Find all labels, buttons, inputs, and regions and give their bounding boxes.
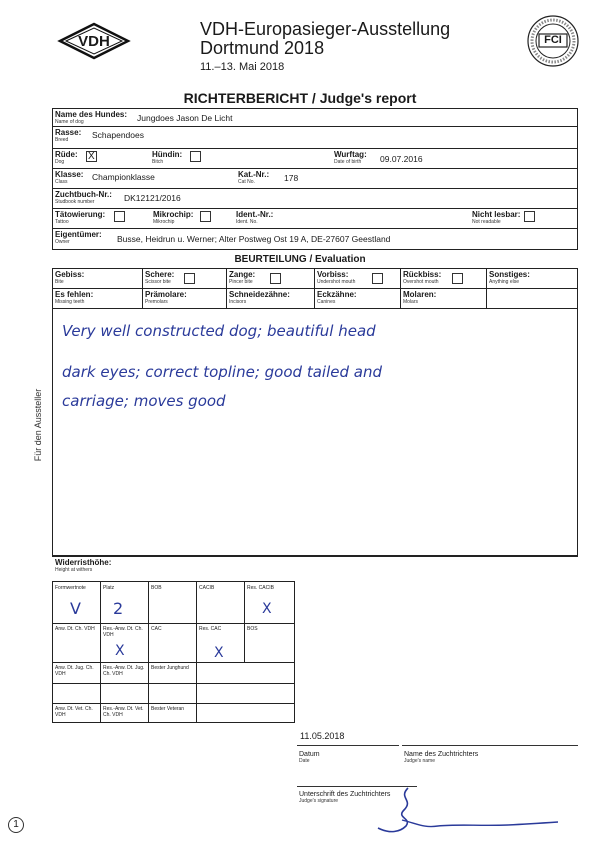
cat-no-value: 178 xyxy=(284,173,299,183)
female-label: Hündin: Bitch xyxy=(152,150,183,165)
handwritten-line-3: carriage; moves good xyxy=(62,392,226,410)
tattoo-checkbox[interactable] xyxy=(114,211,125,222)
class-value: Championklasse xyxy=(92,172,155,182)
unreadable-label: Nicht lesbar: Not readable xyxy=(472,210,521,225)
tattoo-label: Tätowierung: Tattoo xyxy=(55,210,106,225)
studbook-label: Zuchtbuch-Nr.: Studbook number xyxy=(55,190,112,205)
grade-label-anw-dt-ch: Anw. Dt. Ch. VDH xyxy=(55,626,95,632)
owner-value: Busse, Heidrun u. Werner; Alter Postweg Ost 19 A, DE-27607 Geestland xyxy=(117,234,391,244)
side-text: Für den Aussteller xyxy=(33,388,43,462)
class-label: Klasse: Class xyxy=(55,170,84,185)
grade-label-res-cacib: Res. CACIB xyxy=(247,585,274,591)
grade-value-platz: 2 xyxy=(113,599,124,618)
anything-else-label: Sonstiges: Anything else xyxy=(489,270,530,285)
studbook-value: DK12121/2016 xyxy=(124,193,181,203)
canines-label: Eckzähne: Canines xyxy=(317,290,357,305)
vdh-logo-text: VDH xyxy=(78,33,110,50)
fci-logo-text: FCI xyxy=(544,34,562,46)
breed-label: Rasse: Breed xyxy=(55,128,82,143)
signature-date-value: 11.05.2018 xyxy=(300,731,345,741)
missing-teeth-label: Es fehlen: Missing teeth xyxy=(55,290,94,305)
grade-label-bob: BOB xyxy=(151,585,162,591)
chip-checkbox[interactable] xyxy=(200,211,211,222)
date-label: Datum Date xyxy=(299,751,320,764)
grade-label-res-anw-dt-vet-ch: Res.-Anw. Dt. Vet. Ch. VDH xyxy=(103,706,144,718)
grade-label-cac: CAC xyxy=(151,626,162,632)
judge-name-label: Name des Zuchtrichters Judge's name xyxy=(404,751,479,764)
grade-label-bos: BOS xyxy=(247,626,258,632)
grade-label-anw-dt-vet-ch: Anw. Dt. Vet. Ch. VDH xyxy=(55,706,93,718)
owner-label: Eigentümer: Owner xyxy=(55,230,102,245)
grade-label-anw-dt-jug-ch: Anw. Dt. Jug. Ch. VDH xyxy=(55,665,94,677)
vdh-logo xyxy=(56,22,132,60)
male-label: Rüde: Dog xyxy=(55,150,78,165)
breed-value: Schapendoes xyxy=(92,130,144,140)
handwritten-line-2: dark eyes; correct topline; good tailed and xyxy=(62,363,382,381)
event-dates: 11.–13. Mai 2018 xyxy=(200,61,285,73)
incisors-label: Schneidezähne: Incisors xyxy=(229,290,290,305)
bite-label: Gebiss: Bite xyxy=(55,270,85,285)
evaluation-table xyxy=(52,268,578,556)
judge-signature-drawing xyxy=(368,778,568,838)
male-check-mark: X xyxy=(88,151,95,162)
grade-label-res-cac: Res. CAC xyxy=(199,626,222,632)
header-title xyxy=(200,20,450,73)
grade-value-res-cacib: X xyxy=(262,601,272,617)
dob-label: Wurftag: Date of birth xyxy=(334,150,367,165)
grade-label-cacib: CACIB xyxy=(199,585,215,591)
undershot-checkbox[interactable] xyxy=(372,273,383,284)
fci-logo xyxy=(526,14,580,68)
dog-name-value: Jungdoes Jason De Licht xyxy=(137,113,233,123)
grade-value-res-cac: X xyxy=(214,645,224,661)
unreadable-checkbox[interactable] xyxy=(524,211,535,222)
pincer-bite-label: Zange: Pincer bite xyxy=(229,270,256,285)
page-number: 1 xyxy=(13,819,19,830)
title-line-2: Dortmund 2018 xyxy=(200,38,325,58)
signature-label: Unterschrift des Zuchtrichters Judge's signature xyxy=(299,791,391,804)
scissor-bite-label: Schere: Scissor bite xyxy=(145,270,175,285)
undershot-label: Vorbiss: Undershot mouth xyxy=(317,270,356,285)
ident-label: Ident.-Nr.: Ident. No. xyxy=(236,210,274,225)
grades-table xyxy=(52,581,295,723)
handwritten-line-1: Very well constructed dog; beautiful head xyxy=(62,322,376,340)
grade-label-bester-junghund: Bester Junghund xyxy=(151,665,189,671)
withers-label: Widerristhöhe: Height at withers xyxy=(55,558,112,573)
scissor-bite-checkbox[interactable] xyxy=(184,273,195,284)
overshot-label: Rückbiss: Overshot mouth xyxy=(403,270,442,285)
female-checkbox[interactable] xyxy=(190,151,201,162)
grade-label-bester-veteran: Bester Veteran xyxy=(151,706,185,712)
grade-label-res-anw-dt-ch: Res.-Anw. Dt. Ch. VDH xyxy=(103,626,143,638)
grade-label-formwertnote: Formwertnote xyxy=(55,585,86,591)
grade-label-res-anw-dt-jug-ch: Res.-Anw. Dt. Jug. Ch. VDH xyxy=(103,665,145,677)
evaluation-title: BEURTEILUNG / Evaluation xyxy=(234,254,366,265)
grade-value-formwertnote: V xyxy=(70,599,81,618)
dob-value: 09.07.2016 xyxy=(380,154,423,164)
chip-label: Mikrochip: Mikrochip xyxy=(153,210,194,225)
overshot-checkbox[interactable] xyxy=(452,273,463,284)
dog-name-label: Name des Hundes: Name of dog xyxy=(55,110,128,125)
report-title: RICHTERBERICHT / Judge's report xyxy=(183,90,417,106)
molars-label: Molaren: Molars xyxy=(403,290,437,305)
grade-label-platz: Platz xyxy=(103,585,115,591)
premolars-label: Prämolare: Premolars xyxy=(145,290,187,305)
grade-value-res-anw-dt-ch: X xyxy=(115,643,125,659)
title-line-1: VDH-Europasieger-Ausstellung xyxy=(200,19,451,39)
pincer-bite-checkbox[interactable] xyxy=(270,273,281,284)
cat-no-label: Kat.-Nr.: Cat No. xyxy=(238,170,270,185)
